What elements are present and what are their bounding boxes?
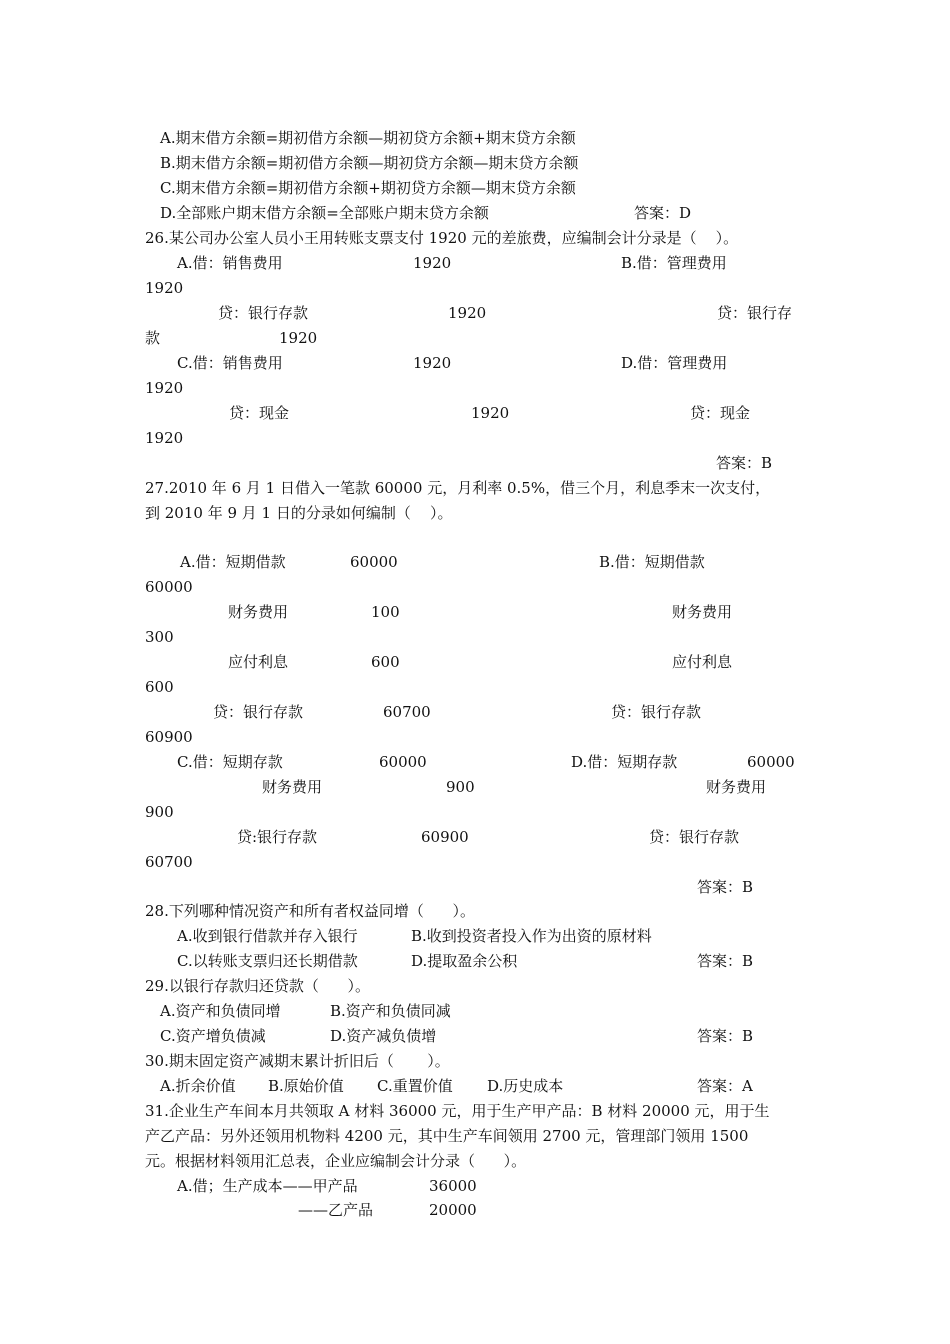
q27-c-debit-2-amount: 900 (446, 778, 475, 796)
q27-a-credit: 贷：银行存款 (213, 703, 304, 721)
q26-a-credit-amount: 1920 (448, 304, 487, 322)
q27-b-debit-3-amount: 600 (145, 678, 174, 696)
q29-option-b: B.资产和负债同减 (330, 1002, 451, 1020)
q27-a-debit-3: 应付利息 (228, 653, 289, 671)
q31-stem-line3: 元。根据材料领用汇总表，企业应编制会计分录（ ）。 (145, 1152, 527, 1170)
q29-answer: 答案：B (697, 1027, 754, 1045)
q31-a-debit-2-amount: 20000 (429, 1201, 477, 1219)
q26-b-credit: 贷：银行存 (717, 304, 793, 322)
q31-a-debit-1: A.借；生产成本——甲产品 (177, 1177, 358, 1195)
q27-b-debit-2: 财务费用 (672, 603, 733, 621)
q27-a-debit-1-amount: 60000 (350, 553, 398, 571)
q28-option-c: C.以转账支票归还长期借款 (177, 952, 358, 970)
q26-stem: 26.某公司办公室人员小王用转账支票支付 1920 元的差旅费，应编制会计分录是（ ）。 (145, 229, 739, 247)
q27-b-credit: 贷：银行存款 (611, 703, 702, 721)
q27-d-debit-1-amount: 60000 (747, 753, 795, 771)
q26-answer: 答案：B (716, 454, 773, 472)
q27-d-credit-amount: 60700 (145, 853, 193, 871)
q26-c-debit: C.借：销售费用 (177, 354, 283, 372)
q26-a-credit: 贷：银行存款 (218, 304, 309, 322)
q26-b-debit-amount: 1920 (145, 279, 184, 297)
q25-option-b: B.期末借方余额=期初借方余额—期初贷方余额—期末贷方余额 (160, 154, 579, 172)
q26-c-debit-amount: 1920 (413, 354, 452, 372)
q27-c-credit-amount: 60900 (421, 828, 469, 846)
q27-d-credit: 贷：银行存款 (649, 828, 740, 846)
q26-c-credit: 贷：现金 (229, 404, 290, 422)
q27-c-credit: 贷:银行存款 (237, 828, 318, 846)
q31-a-debit-1-amount: 36000 (429, 1177, 477, 1195)
q29-stem: 29.以银行存款归还贷款（ ）。 (145, 977, 370, 995)
q30-answer: 答案：A (697, 1077, 753, 1095)
q27-answer: 答案：B (697, 878, 754, 896)
q27-d-debit-2: 财务费用 (706, 778, 767, 796)
q28-option-a: A.收到银行借款并存入银行 (177, 927, 358, 945)
q27-a-debit-1: A.借：短期借款 (180, 553, 286, 571)
q26-d-credit-amount: 1920 (145, 429, 184, 447)
q29-option-d: D.资产减负债增 (330, 1027, 437, 1045)
q28-stem: 28.下列哪种情况资产和所有者权益同增（ ）。 (145, 902, 475, 920)
q28-option-b: B.收到投资者投入作为出资的原材料 (411, 927, 652, 945)
q26-b-credit-cont: 款 (145, 329, 161, 347)
q27-d-debit-2-amount: 900 (145, 803, 174, 821)
q27-c-debit-1: C.借：短期存款 (177, 753, 283, 771)
q27-stem-line1: 27.2010 年 6 月 1 日借入一笔款 60000 元，月利率 0.5%，借三个月，利息季末一次支付， (145, 479, 771, 497)
q26-a-debit: A.借：销售费用 (177, 254, 283, 272)
q27-a-debit-3-amount: 600 (371, 653, 400, 671)
q26-c-credit-amount: 1920 (471, 404, 510, 422)
q26-b-debit: B.借：管理费用 (621, 254, 727, 272)
q26-d-debit-amount: 1920 (145, 379, 184, 397)
q30-option-b: B.原始价值 (268, 1077, 344, 1095)
q25-option-a: A.期末借方余额=期初借方余额—期初贷方余额+期末贷方余额 (160, 129, 576, 147)
q25-option-d: D.全部账户期末借方余额=全部账户期末贷方余额 (160, 204, 489, 222)
q27-c-debit-1-amount: 60000 (379, 753, 427, 771)
q27-b-debit-2-amount: 300 (145, 628, 174, 646)
q29-option-a: A.资产和负债同增 (160, 1002, 281, 1020)
q31-a-debit-2: ——乙产品 (298, 1201, 374, 1219)
q30-option-d: D.历史成本 (487, 1077, 564, 1095)
q27-a-debit-2-amount: 100 (371, 603, 400, 621)
q28-option-d: D.提取盈余公积 (411, 952, 518, 970)
q26-d-debit: D.借：管理费用 (621, 354, 728, 372)
q27-b-credit-amount: 60900 (145, 728, 193, 746)
q27-b-debit-1-amount: 60000 (145, 578, 193, 596)
q26-b-credit-amount: 1920 (279, 329, 318, 347)
q29-option-c: C.资产增负债减 (160, 1027, 266, 1045)
q27-a-debit-2: 财务费用 (228, 603, 289, 621)
q28-answer: 答案：B (697, 952, 754, 970)
q27-a-credit-amount: 60700 (383, 703, 431, 721)
q27-b-debit-3: 应付利息 (672, 653, 733, 671)
q31-stem-line2: 产乙产品：另外还领用机物料 4200 元，其中生产车间领用 2700 元，管理部门领用 1500 (145, 1127, 749, 1145)
q27-d-debit-1: D.借：短期存款 (571, 753, 678, 771)
q31-stem-line1: 31.企业生产车间本月共领取 A 材料 36000 元，用于生产甲产品：B 材料 20000 元，用于生 (145, 1102, 770, 1120)
q26-d-credit: 贷：现金 (690, 404, 751, 422)
q25-answer: 答案：D (634, 204, 692, 222)
q30-option-c: C.重置价值 (377, 1077, 453, 1095)
q30-stem: 30.期末固定资产减期末累计折旧后（ ）。 (145, 1052, 450, 1070)
q26-a-debit-amount: 1920 (413, 254, 452, 272)
q30-option-a: A.折余价值 (160, 1077, 236, 1095)
q25-option-c: C.期末借方余额=期初借方余额+期初贷方余额—期末贷方余额 (160, 179, 576, 197)
q27-b-debit-1: B.借：短期借款 (599, 553, 705, 571)
q27-c-debit-2: 财务费用 (262, 778, 323, 796)
q27-stem-line2: 到 2010 年 9 月 1 日的分录如何编制（ ）。 (145, 504, 453, 522)
